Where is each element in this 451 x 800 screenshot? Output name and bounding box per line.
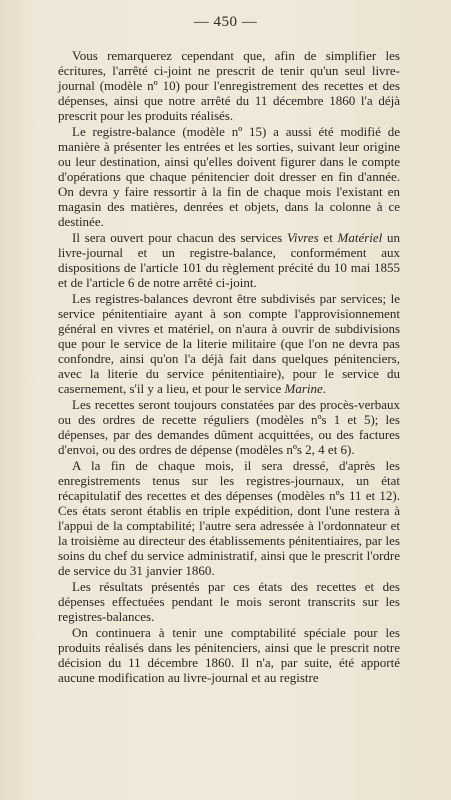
page-number: — 450 — [193, 14, 258, 30]
paragraph: Vous remarquerez cependant que, afin de simplifier les écritures, l'arrêté ci-joint ne prescrit de tenir qu'un seul livre-journal (modèle nº 10) pour l'enregistrement des recettes et des dépenses, ainsi que notre arrêté du 11 décembre 1860 l'a déjà prescrit pour les produits réalisés. [58, 48, 400, 123]
paragraph: A la fin de chaque mois, il sera dressé, d'après les enregistrements tenus sur les registres-journaux, un état récapitulatif des recettes et des dépenses (modèles nºs 11 et 12). Ces états seront établis en triple expédition, dont l'une restera à l'appui de la comptabilité; l'autre sera adressée à l'ordonnateur et la troisième au directeur des établissements pénitentiaires, par les soins du chef du service administratif, ainsi que le prescrit l'ordre de service du 31 janvier 1860. [58, 458, 400, 578]
paragraph: Il sera ouvert pour chacun des services Vivres et Matériel un livre-journal et un registre-balance, conformément aux dispositions de l'article 101 du règlement précité du 10 mai 1855 et de l'article 6 de notre arrêté ci-joint. [58, 230, 401, 290]
body-text [58, 48, 400, 685]
paragraph: Les résultats présentés par ces états des recettes et des dépenses effectuées pendant le mois seront transcrits sur les registres-balances. [58, 579, 400, 624]
paragraph: Le registre-balance (modèle nº 15) a aussi été modifié de manière à présenter les entrées et les sorties, suivant leur origine ou leur destination, ainsi qu'elles doivent figurer dans le compte d'opérations que chaque pénitencier doit dresser en fin d'année. On devra y faire ressortir à la fin de chaque mois l'existant en magasin des matières, denrées et objets, dans la colonne à ce destinée. [58, 124, 400, 229]
paragraph: Les recettes seront toujours constatées par des procès-verbaux ou des ordres de recette réguliers (modèles nºs 1 et 5); les dépenses, par des demandes dûment acquittées, ou des factures d'envoi, ou des ordres de dépense (modèles nºs 2, 4 et 6). [58, 397, 400, 457]
paragraph: Les registres-balances devront être subdivisés par services; le service pénitentiaire ayant à son compte l'approvisionnement général en vivres et matériel, on n'aura à ouvrir de subdivisions que pour le service de la literie militaire (que l'on ne devra pas confondre, ainsi qu'on l'a déjà fait dans quelques pénitenciers, avec la literie du service pénitentiaire), pour le service du casernement, s'il y a lieu, et pour le service Marine. [58, 291, 400, 396]
paragraph: On continuera à tenir une comptabilité spéciale pour les produits réalisés dans les pénitenciers, ainsi que le prescrit notre décision du 11 décembre 1860. Il n'a, par suite, été apporté aucune modification au livre-journal et au registre [58, 625, 400, 685]
